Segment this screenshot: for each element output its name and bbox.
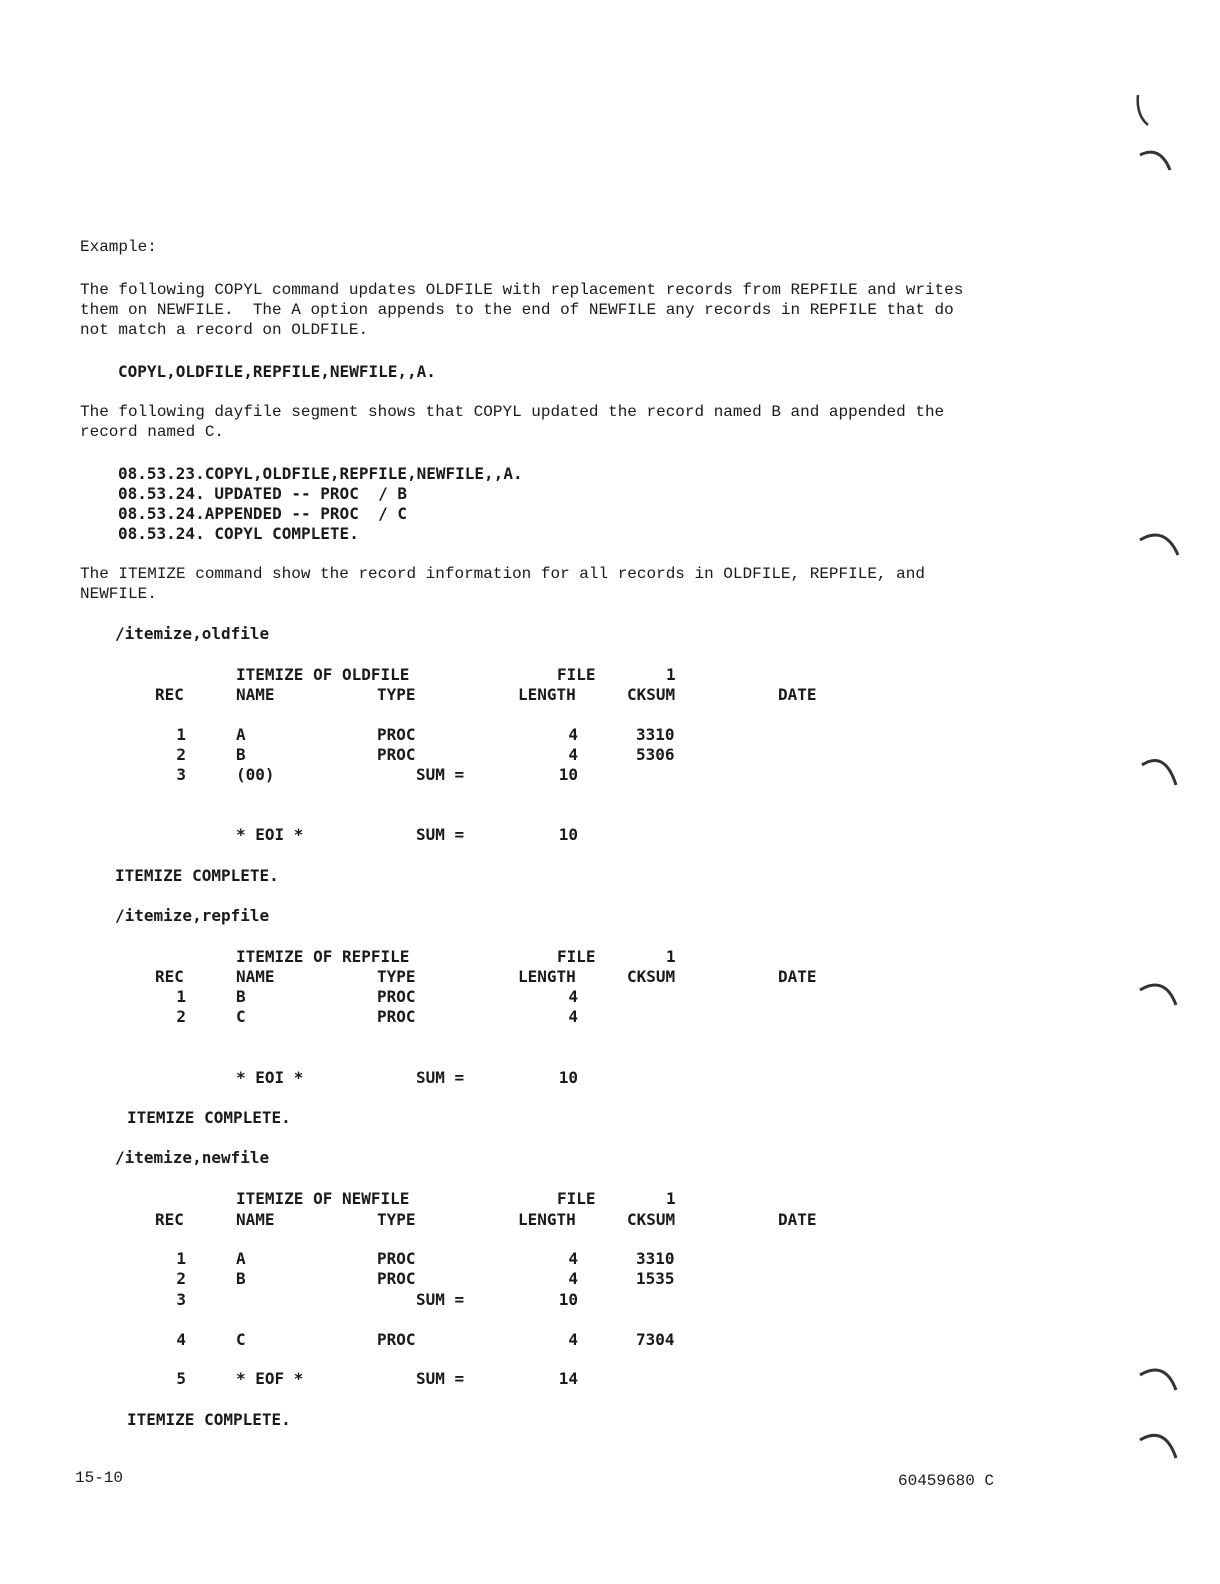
itemize-title: ITEMIZE OF OLDFILE [236, 665, 410, 684]
paragraph-line: The ITEMIZE command show the record information for all records in OLDFILE, REPFILE, and [80, 565, 925, 583]
paragraph-line: not match a record on OLDFILE. [80, 321, 369, 339]
page-number: 15-10 [75, 1469, 124, 1487]
cksum-cell: 5306 [636, 745, 675, 764]
col-cksum-header: CKSUM [627, 1210, 676, 1229]
dayfile-line: 08.53.24. UPDATED -- PROC / B [118, 484, 407, 503]
rec-cell: 2 [176, 745, 186, 764]
type-cell: PROC [377, 745, 416, 764]
itemize-title: ITEMIZE OF REPFILE [236, 947, 410, 966]
col-rec-header: REC [155, 1210, 184, 1229]
name-cell: A [236, 725, 246, 744]
length-cell: 14 [558, 1369, 578, 1388]
col-date-header: DATE [778, 967, 817, 986]
col-length-header: LENGTH [518, 967, 576, 986]
length-cell: 10 [558, 1290, 578, 1309]
eof-marker: * EOF * [236, 1369, 304, 1388]
cksum-cell: 7304 [636, 1330, 675, 1349]
col-type-header: TYPE [377, 685, 416, 704]
paragraph-line: The following COPYL command updates OLDFILE with replacement records from REPFILE and writes [80, 281, 964, 299]
rec-cell: 1 [176, 1249, 186, 1268]
length-cell: 4 [568, 987, 578, 1006]
col-one-header: 1 [666, 665, 676, 684]
col-date-header: DATE [778, 685, 817, 704]
itemize-title: ITEMIZE OF NEWFILE [236, 1189, 410, 1208]
rec-cell: 3 [176, 765, 186, 784]
length-cell: 10 [558, 825, 578, 844]
paragraph-line: NEWFILE. [80, 585, 157, 603]
eoi-marker: * EOI * [236, 825, 304, 844]
paragraph-line: The following dayfile segment shows that COPYL updated the record named B and appended the [80, 403, 945, 421]
rec-cell: 2 [176, 1007, 186, 1026]
rec-cell: 2 [176, 1269, 186, 1288]
sum-label: SUM = [416, 1290, 465, 1309]
rec-cell: 1 [176, 725, 186, 744]
col-cksum-header: CKSUM [627, 967, 676, 986]
eoi-marker: * EOI * [236, 1068, 304, 1087]
col-one-header: 1 [666, 1189, 676, 1208]
length-cell: 4 [568, 1330, 578, 1349]
col-cksum-header: CKSUM [627, 685, 676, 704]
col-file-header: FILE [557, 947, 596, 966]
name-cell: C [236, 1007, 246, 1026]
name-cell: B [236, 1269, 246, 1288]
rec-cell: 3 [176, 1290, 186, 1309]
sum-label: SUM = [416, 1369, 465, 1388]
length-cell: 10 [558, 765, 578, 784]
dayfile-line: 08.53.24.APPENDED -- PROC / C [118, 504, 407, 523]
rec-cell: 1 [176, 987, 186, 1006]
name-cell: B [236, 987, 246, 1006]
dayfile-line: 08.53.23.COPYL,OLDFILE,REPFILE,NEWFILE,,A. [118, 464, 523, 483]
type-cell: PROC [377, 725, 416, 744]
rec-cell: 4 [176, 1330, 186, 1349]
itemize-command: /itemize,oldfile [115, 624, 270, 643]
binder-marks [1120, 80, 1200, 1480]
length-cell: 4 [568, 725, 578, 744]
length-cell: 4 [568, 1269, 578, 1288]
name-cell: A [236, 1249, 246, 1268]
name-cell: B [236, 745, 246, 764]
cksum-cell: 3310 [636, 1249, 675, 1268]
document-number: 60459680 C [898, 1472, 995, 1490]
itemize-complete: ITEMIZE COMPLETE. [115, 866, 279, 885]
length-cell: 4 [568, 745, 578, 764]
sum-label: SUM = [416, 825, 465, 844]
col-file-header: FILE [557, 665, 596, 684]
col-type-header: TYPE [377, 1210, 416, 1229]
itemize-complete: ITEMIZE COMPLETE. [127, 1108, 291, 1127]
col-length-header: LENGTH [518, 1210, 576, 1229]
col-length-header: LENGTH [518, 685, 576, 704]
type-cell: PROC [377, 1269, 416, 1288]
type-cell: PROC [377, 1330, 416, 1349]
col-one-header: 1 [666, 947, 676, 966]
example-heading: Example: [80, 238, 157, 256]
cksum-cell: 3310 [636, 725, 675, 744]
col-rec-header: REC [155, 967, 184, 986]
type-cell: PROC [377, 1249, 416, 1268]
col-type-header: TYPE [377, 967, 416, 986]
dayfile-line: 08.53.24. COPYL COMPLETE. [118, 524, 359, 543]
col-date-header: DATE [778, 1210, 817, 1229]
type-cell: PROC [377, 1007, 416, 1026]
paragraph-line: record named C. [80, 423, 225, 441]
length-cell: 10 [558, 1068, 578, 1087]
sum-label: SUM = [416, 765, 465, 784]
col-file-header: FILE [557, 1189, 596, 1208]
col-rec-header: REC [155, 685, 184, 704]
name-cell: C [236, 1330, 246, 1349]
paragraph-line: them on NEWFILE. The A option appends to the end of NEWFILE any records in REPFILE that do [80, 301, 954, 319]
length-cell: 4 [568, 1249, 578, 1268]
sum-label: SUM = [416, 1068, 465, 1087]
col-name-header: NAME [236, 967, 275, 986]
col-name-header: NAME [236, 1210, 275, 1229]
itemize-command: /itemize,newfile [115, 1148, 270, 1167]
copyl-command: COPYL,OLDFILE,REPFILE,NEWFILE,,A. [118, 362, 436, 381]
length-cell: 4 [568, 1007, 578, 1026]
cksum-cell: 1535 [636, 1269, 675, 1288]
col-name-header: NAME [236, 685, 275, 704]
type-cell: PROC [377, 987, 416, 1006]
name-cell: (00) [236, 765, 275, 784]
itemize-command: /itemize,repfile [115, 906, 270, 925]
rec-cell: 5 [176, 1369, 186, 1388]
itemize-complete: ITEMIZE COMPLETE. [127, 1410, 291, 1429]
